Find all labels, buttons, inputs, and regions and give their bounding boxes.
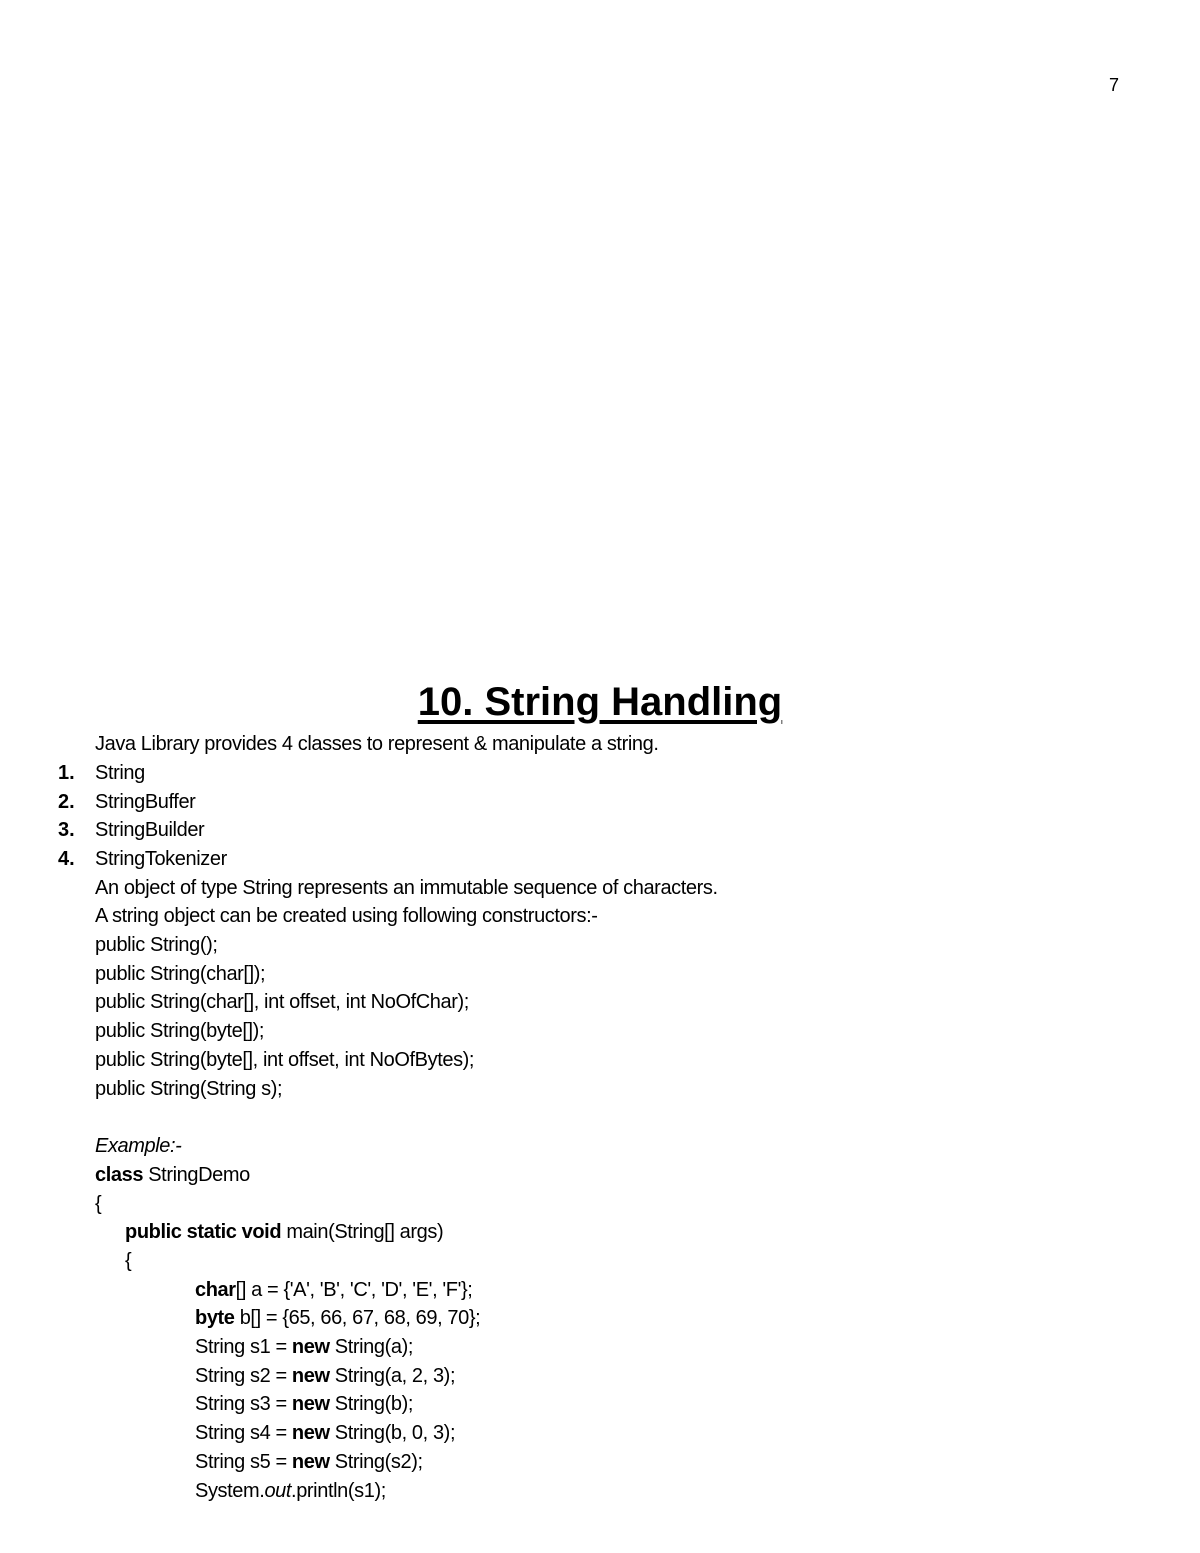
description-immutable: An object of type String represents an immutable sequence of characters. xyxy=(95,877,718,899)
code-line-s3 xyxy=(195,1391,413,1417)
class-name: StringDemo xyxy=(143,1164,250,1186)
keyword: new xyxy=(291,1422,330,1444)
keyword: new xyxy=(291,1336,330,1358)
code-brace: { xyxy=(125,1250,132,1272)
list-item-stringtokenizer: StringTokenizer xyxy=(95,848,227,870)
list-item-string: String xyxy=(95,762,145,784)
list-item-stringbuffer: StringBuffer xyxy=(95,791,196,813)
code-main-declaration xyxy=(125,1219,443,1245)
code-class-declaration xyxy=(95,1162,250,1188)
code-text: String s3 = xyxy=(195,1393,292,1415)
code-line-s2 xyxy=(195,1363,455,1389)
page-title: 10. String Handling xyxy=(417,680,783,724)
list-number: 1. xyxy=(58,762,75,784)
constructor-line: public String(String s); xyxy=(95,1078,283,1100)
code-text: String(b, 0, 3); xyxy=(329,1422,456,1444)
code-text: String(b); xyxy=(329,1393,414,1415)
constructor-line: public String(byte[], int offset, int NoOfBytes); xyxy=(95,1049,475,1071)
constructor-line: public String(); xyxy=(95,934,218,956)
list-number: 3. xyxy=(58,819,75,841)
code-text: String s4 = xyxy=(195,1422,292,1444)
keyword: class xyxy=(95,1164,144,1186)
code-text: .println(s1); xyxy=(291,1480,386,1502)
code-text: String s5 = xyxy=(195,1451,292,1473)
code-line-s5 xyxy=(195,1449,423,1475)
code-text: System. xyxy=(195,1480,265,1502)
keyword: char xyxy=(195,1279,236,1301)
code-line-s1 xyxy=(195,1334,413,1360)
keyword: new xyxy=(291,1365,330,1387)
code-text: String(a, 2, 3); xyxy=(329,1365,456,1387)
code-line-char-array xyxy=(195,1277,472,1303)
keyword: new xyxy=(291,1451,330,1473)
list-number: 2. xyxy=(58,791,75,813)
keyword: public static void xyxy=(125,1221,282,1243)
page-number: 7 xyxy=(1109,75,1120,95)
list-item-stringbuilder: StringBuilder xyxy=(95,819,205,841)
example-label: Example:- xyxy=(95,1135,182,1157)
code-text: out xyxy=(264,1480,292,1502)
code-text: String s1 = xyxy=(195,1336,292,1358)
constructor-line: public String(char[], int offset, int NoOfChar); xyxy=(95,991,469,1013)
code-text: String(s2); xyxy=(329,1451,423,1473)
code-brace: { xyxy=(95,1193,102,1215)
code-text: [] a = {'A', 'B', 'C', 'D', 'E', 'F'}; xyxy=(235,1279,473,1301)
main-signature: main(String[] args) xyxy=(281,1221,444,1243)
intro-text: Java Library provides 4 classes to represent & manipulate a string. xyxy=(95,733,659,755)
constructor-line: public String(byte[]); xyxy=(95,1020,265,1042)
code-text: String s2 = xyxy=(195,1365,292,1387)
code-line-byte-array xyxy=(195,1305,480,1331)
keyword: new xyxy=(291,1393,330,1415)
constructor-line: public String(char[]); xyxy=(95,963,266,985)
code-text: b[] = {65, 66, 67, 68, 69, 70}; xyxy=(234,1307,481,1329)
code-line-println xyxy=(195,1478,386,1504)
code-line-s4 xyxy=(195,1420,455,1446)
keyword: byte xyxy=(195,1307,235,1329)
list-number: 4. xyxy=(58,848,75,870)
description-constructors: A string object can be created using following constructors:- xyxy=(95,905,598,927)
code-text: String(a); xyxy=(329,1336,414,1358)
